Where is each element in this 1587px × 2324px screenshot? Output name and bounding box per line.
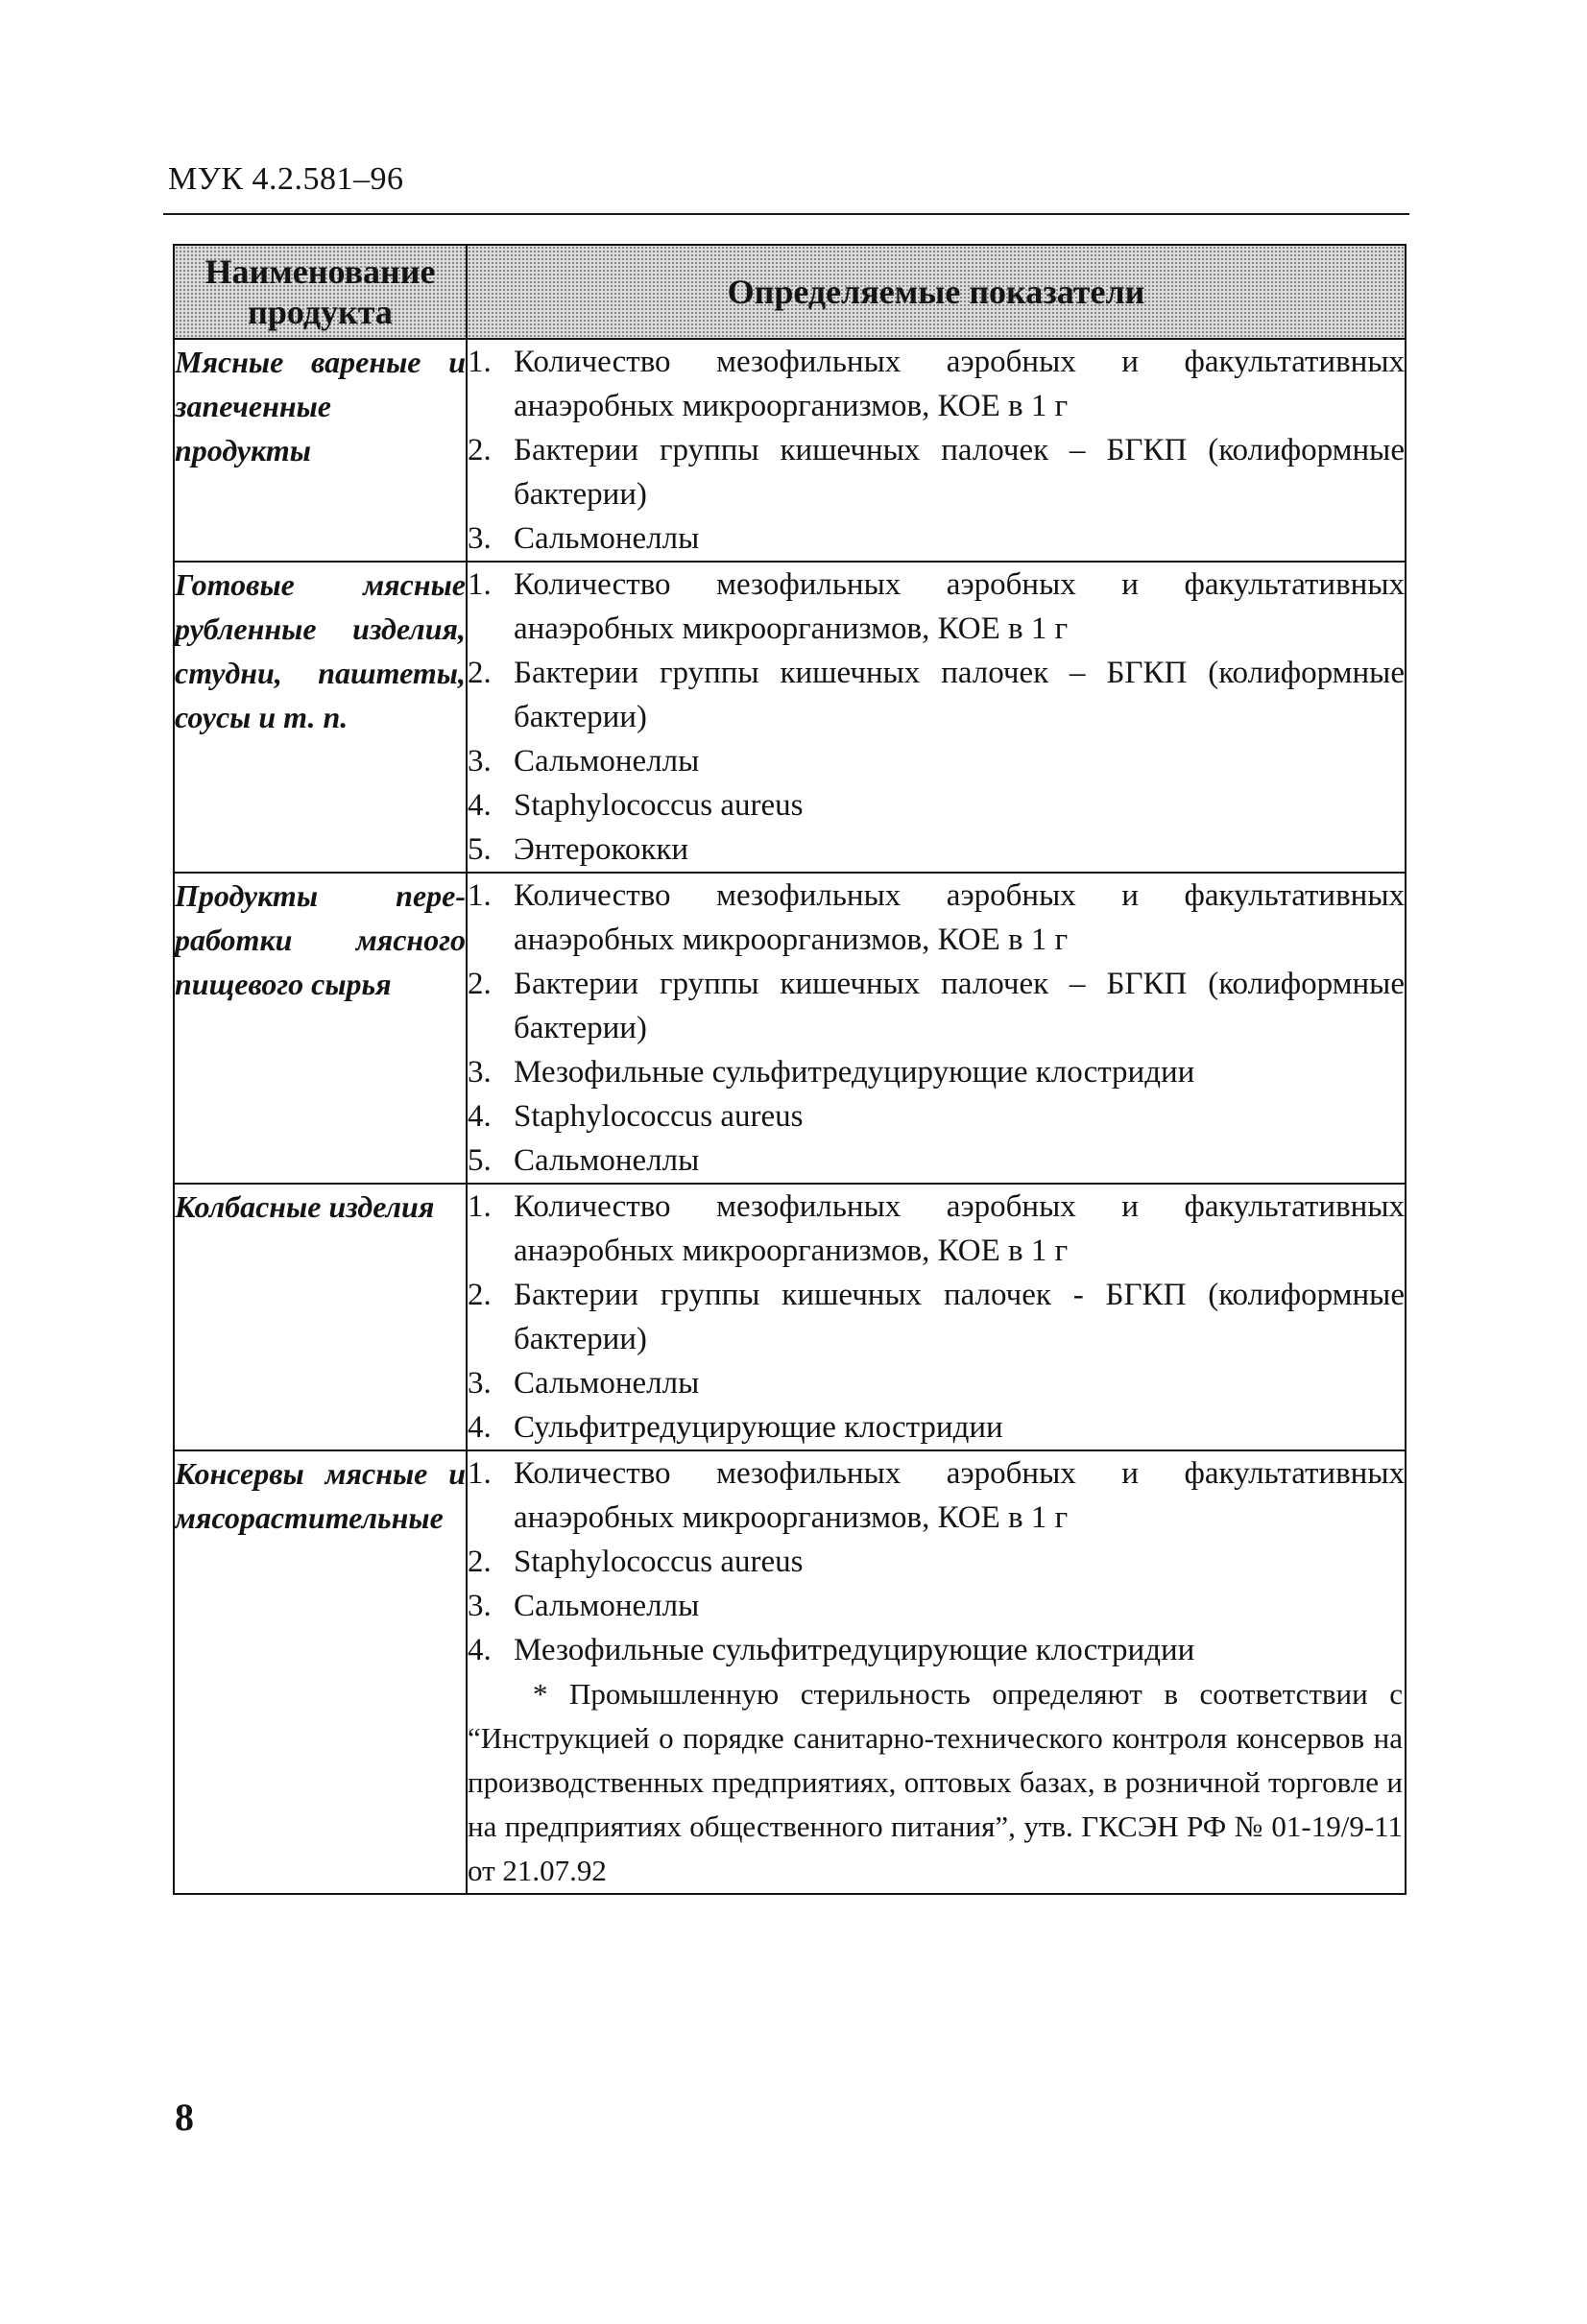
product-name-cell: Консервы мясные и мясорастительные bbox=[174, 1450, 467, 1894]
table-row bbox=[174, 1184, 1406, 1450]
indicator-item bbox=[468, 783, 1405, 827]
indicator-number: 3. bbox=[468, 744, 492, 779]
indicator-item bbox=[468, 1138, 1405, 1183]
indicator-text: Мезофильные сульфитредуцирующие клостридии bbox=[514, 1055, 1195, 1090]
column-header-indicators: Определяемые показатели bbox=[467, 245, 1406, 339]
indicator-text: Staphylococcus aureus bbox=[514, 1545, 804, 1579]
table-row bbox=[174, 873, 1406, 1184]
product-name-cell: Продукты переработки мясного пищевого сырья bbox=[174, 873, 467, 1184]
indicator-text: Staphylococcus aureus bbox=[514, 1099, 804, 1134]
indicator-number: 5. bbox=[468, 1143, 492, 1178]
indicator-text: Количество мезофильных аэробных и факультативных анаэробных микроорганизмов, КОЕ в 1 г bbox=[514, 345, 1405, 423]
indicator-number: 4. bbox=[468, 1410, 492, 1445]
document-code: МУК 4.2.581–96 bbox=[168, 161, 404, 197]
indicator-text: Сальмонеллы bbox=[514, 521, 700, 556]
indicator-item bbox=[468, 1540, 1405, 1584]
column-header-product: Наименование продукта bbox=[174, 245, 467, 339]
page-number: 8 bbox=[175, 2096, 194, 2139]
indicators-table bbox=[173, 244, 1407, 1895]
table-row bbox=[174, 562, 1406, 873]
indicator-item bbox=[468, 1094, 1405, 1138]
indicator-item bbox=[468, 1273, 1405, 1361]
indicator-number: 1. bbox=[468, 567, 492, 602]
indicator-item bbox=[468, 1628, 1405, 1672]
indicator-text: Количество мезофильных аэробных и факультативных анаэробных микроорганизмов, КОЕ в 1 г bbox=[514, 1456, 1405, 1535]
product-name-cell: Готовые мясные рубленные изделия, студни, паштеты, соусы и т. п. bbox=[174, 562, 467, 873]
indicator-item bbox=[468, 516, 1405, 561]
indicator-item bbox=[468, 874, 1405, 962]
indicator-number: 2. bbox=[468, 967, 492, 1001]
indicator-number: 1. bbox=[468, 878, 492, 913]
indicator-text: Энтерококки bbox=[514, 832, 689, 867]
indicator-text: Количество мезофильных аэробных и факультативных анаэробных микроорганизмов, КОЕ в 1 г bbox=[514, 1189, 1405, 1268]
indicator-item bbox=[468, 428, 1405, 516]
indicator-number: 3. bbox=[468, 1366, 492, 1401]
indicator-item bbox=[468, 563, 1405, 651]
indicator-text: Сальмонеллы bbox=[514, 1143, 700, 1178]
indicator-item bbox=[468, 1361, 1405, 1405]
indicator-text: Сальмонеллы bbox=[514, 1589, 700, 1623]
indicator-item bbox=[468, 1185, 1405, 1273]
indicator-text: Бактерии группы кишечных палочек – БГКП (колиформные бактерии) bbox=[514, 433, 1405, 512]
product-name-cell: Мясные вареные и запеченные продукты bbox=[174, 339, 467, 562]
indicator-text: Сальмонеллы bbox=[514, 744, 700, 779]
indicator-number: 1. bbox=[468, 1456, 492, 1491]
indicator-item bbox=[468, 1050, 1405, 1094]
indicators-cell bbox=[467, 339, 1406, 562]
indicator-number: 2. bbox=[468, 656, 492, 690]
table-row bbox=[174, 339, 1406, 562]
indicator-number: 1. bbox=[468, 345, 492, 379]
indicator-number: 2. bbox=[468, 1278, 492, 1312]
indicator-text: Бактерии группы кишечных палочек – БГКП (колиформные бактерии) bbox=[514, 656, 1405, 734]
indicator-item bbox=[468, 739, 1405, 783]
indicator-text: Staphylococcus aureus bbox=[514, 788, 804, 823]
indicator-text: Количество мезофильных аэробных и факультативных анаэробных микроорганизмов, КОЕ в 1 г bbox=[514, 878, 1405, 957]
indicator-text: Сульфитредуцирующие клостридии bbox=[514, 1410, 1003, 1445]
indicator-number: 2. bbox=[468, 433, 492, 467]
indicator-text: Мезофильные сульфитредуцирующие клостридии bbox=[514, 1633, 1195, 1667]
indicator-text: Количество мезофильных аэробных и факультативных анаэробных микроорганизмов, КОЕ в 1 г bbox=[514, 567, 1405, 646]
indicator-item bbox=[468, 1451, 1405, 1540]
indicators-cell bbox=[467, 562, 1406, 873]
indicator-text: Бактерии группы кишечных палочек - БГКП (колиформные бактерии) bbox=[514, 1278, 1405, 1356]
indicators-cell bbox=[467, 1450, 1406, 1894]
indicator-item bbox=[468, 962, 1405, 1050]
footnote: * Промышленную стерильность определяют в соответствии с “Инструкцией о порядке санитарно-технического контроля консервов на производственных предприятиях, оптовых базах, в розничной торговле и на предприятиях общественного питания”, утв. ГКСЭН РФ № 01-19/9-11 от 21.07.92 bbox=[468, 1677, 1403, 1887]
indicator-number: 4. bbox=[468, 788, 492, 823]
table-row bbox=[174, 1450, 1406, 1894]
indicator-item bbox=[468, 1584, 1405, 1628]
indicator-text: Бактерии группы кишечных палочек – БГКП (колиформные бактерии) bbox=[514, 967, 1405, 1045]
indicator-number: 3. bbox=[468, 1055, 492, 1090]
indicator-item bbox=[468, 340, 1405, 428]
indicator-number: 4. bbox=[468, 1633, 492, 1667]
table-body bbox=[174, 339, 1406, 1894]
indicator-number: 2. bbox=[468, 1545, 492, 1579]
indicators-cell bbox=[467, 873, 1406, 1184]
indicator-item bbox=[468, 651, 1405, 739]
indicator-number: 3. bbox=[468, 521, 492, 556]
header-divider bbox=[163, 213, 1409, 215]
product-name-cell: Колбасные изделия bbox=[174, 1184, 467, 1450]
indicator-number: 1. bbox=[468, 1189, 492, 1224]
table-header-row bbox=[174, 245, 1406, 339]
indicators-cell bbox=[467, 1184, 1406, 1450]
indicator-item bbox=[468, 827, 1405, 872]
indicator-item bbox=[468, 1405, 1405, 1450]
indicator-number: 4. bbox=[468, 1099, 492, 1134]
indicator-number: 3. bbox=[468, 1589, 492, 1623]
indicator-number: 5. bbox=[468, 832, 492, 867]
indicator-text: Сальмонеллы bbox=[514, 1366, 700, 1401]
